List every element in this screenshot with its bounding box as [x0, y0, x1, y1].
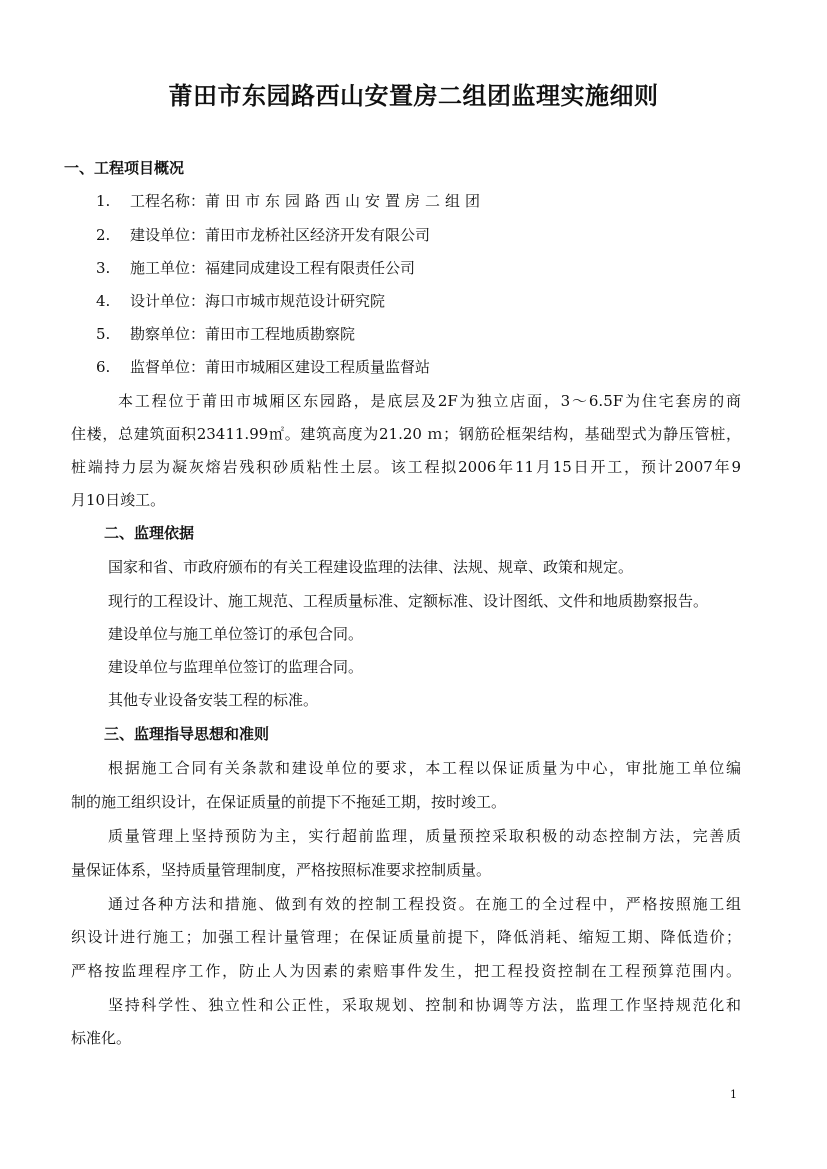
principle-paragraph-line: 质量管理上坚持预防为主，实行超前监理，质量预控采取积极的动态控制方法，完善质 [108, 827, 741, 845]
principle-paragraph-line: 织设计进行施工；加强工程计量管理；在保证质量前提下，降低消耗、缩短工期、降低造价； [71, 928, 741, 946]
item-number: 5. [96, 325, 111, 343]
item-number: 6. [96, 358, 111, 376]
principle-paragraph-line: 标准化。 [71, 1029, 132, 1047]
item-label: 监督单位： [130, 358, 206, 376]
item-value: 海口市城市规范设计研究院 [205, 292, 386, 310]
item-number: 2. [96, 226, 111, 244]
project-description-line: 月10日竣工。 [71, 491, 166, 509]
item-value: 莆田市龙桥社区经济开发有限公司 [205, 226, 431, 244]
basis-item: 国家和省、市政府颁布的有关工程建设监理的法律、法规、规章、政策和规定。 [108, 558, 634, 576]
project-description-line: 桩端持力层为凝灰熔岩残积砂质粘性土层。该工程拟2006年11月15日开工，预计2007年9 [71, 458, 741, 476]
item-number: 4. [96, 292, 111, 310]
section-3-heading: 三、监理指导思想和准则 [104, 725, 270, 743]
principle-paragraph-line: 制的施工组织设计，在保证质量的前提下不拖延工期，按时竣工。 [71, 793, 507, 811]
info-item-supervisor [96, 356, 430, 378]
item-label: 建设单位： [130, 226, 206, 244]
basis-item: 建设单位与施工单位签订的承包合同。 [108, 625, 364, 643]
basis-item: 其他专业设备安装工程的标准。 [108, 691, 319, 709]
item-label: 施工单位： [130, 259, 206, 277]
info-item-contractor [96, 257, 415, 279]
page-title: 莆田市东园路西山安置房二组团监理实施细则 [168, 82, 659, 110]
info-item-surveyor [96, 323, 355, 345]
item-value: 福建同成建设工程有限责任公司 [205, 259, 416, 277]
principle-paragraph-line: 根据施工合同有关条款和建设单位的要求，本工程以保证质量为中心，审批施工单位编 [108, 759, 741, 777]
info-item-designer [96, 290, 385, 312]
basis-item: 现行的工程设计、施工规范、工程质量标准、定额标准、设计图纸、文件和地质勘察报告。 [108, 592, 709, 610]
principle-paragraph-line: 坚持科学性、独立性和公正性，采取规划、控制和协调等方法，监理工作坚持规范化和 [108, 996, 741, 1014]
item-number: 1. [96, 192, 111, 210]
item-value: 莆田市东园路西山安置房二组团 [205, 192, 486, 210]
project-description-line: 本工程位于莆田市城厢区东园路，是底层及2F为独立店面，3～6.5F为住宅套房的商 [118, 392, 741, 410]
item-number: 3. [96, 259, 111, 277]
item-label: 工程名称： [130, 192, 206, 210]
principle-paragraph-line: 通过各种方法和措施、做到有效的控制工程投资。在施工的全过程中，严格按照施工组 [108, 895, 741, 913]
item-label: 设计单位： [130, 292, 206, 310]
section-1-heading: 一、工程项目概况 [64, 159, 185, 177]
section-2-heading: 二、监理依据 [104, 524, 195, 542]
project-description-line: 住楼，总建筑面积23411.99㎡。建筑高度为21.20 ｍ；钢筋砼框架结构，基础型式为静压管桩， [71, 425, 741, 443]
info-item-project-name [96, 190, 485, 212]
principle-paragraph-line: 严格按监理程序工作，防止人为因素的索赔事件发生，把工程投资控制在工程预算范围内。 [71, 962, 741, 980]
principle-paragraph-line: 量保证体系，坚持质量管理制度，严格按照标准要求控制质量。 [71, 861, 492, 879]
info-item-owner [96, 224, 430, 246]
item-label: 勘察单位： [130, 325, 206, 343]
item-value: 莆田市城厢区建设工程质量监督站 [205, 358, 431, 376]
item-value: 莆田市工程地质勘察院 [205, 325, 356, 343]
page-number: 1 [730, 1088, 737, 1101]
basis-item: 建设单位与监理单位签订的监理合同。 [108, 658, 364, 676]
